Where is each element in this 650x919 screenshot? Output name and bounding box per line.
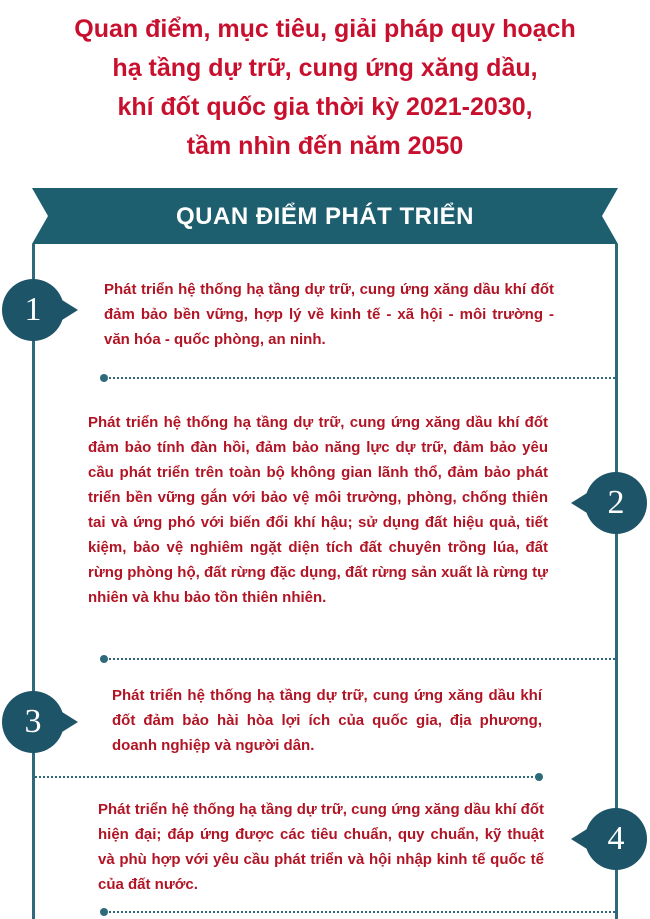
- item-badge-1: [2, 279, 64, 341]
- item-number: 4: [607, 820, 625, 857]
- section-banner: [32, 188, 618, 244]
- item-text-3: Phát triển hệ thống hạ tầng dự trữ, cung ứng xăng dầu khí đốt đảm bảo hài hòa lợi ích của quốc gia, địa phương, doanh nghiệp và người dân.: [112, 687, 542, 754]
- separator-dot: [100, 374, 108, 382]
- item-number: 2: [607, 484, 625, 521]
- item-text-4: Phát triển hệ thống hạ tầng dự trữ, cung ứng xăng dầu khí đốt hiện đại; đáp ứng được các tiêu chuẩn, quy chuẩn, kỹ thuật và phù hợp với yêu cầu phát triển và hội nhập kinh tế quốc tế của đất nước.: [98, 801, 544, 893]
- banner-label: QUAN ĐIỂM PHÁT TRIỂN: [176, 203, 474, 230]
- item-number: 3: [24, 703, 42, 740]
- banner-notch-left: [32, 188, 48, 244]
- page-title: [0, 10, 650, 166]
- title-line-4: tầm nhìn đến năm 2050: [186, 132, 464, 160]
- separator-3: [35, 776, 541, 778]
- title-line-3: khí đốt quốc gia thời kỳ 2021-2030,: [117, 93, 533, 121]
- banner-notch-right: [602, 188, 618, 244]
- item-text-2: Phát triển hệ thống hạ tầng dự trữ, cung ứng xăng dầu khí đốt đảm bảo tính đàn hồi, đảm bảo năng lực dự trữ, đảm bảo yêu cầu phát triển trên toàn bộ không gian lãnh thổ, đảm bảo phát triển bền vững gắn với bảo vệ môi trường, phòng, chống thiên tai và ứng phó với biến đổi khí hậu; sử dụng đất hiệu quả, tiết kiệm, bảo vệ nghiêm ngặt diện tích đất chuyên trồng lúa, đất rừng phòng hộ, đất rừng đặc dụng, đất rừng sản xuất là rừng tự nhiên và khu bảo tồn thiên nhiên.: [88, 414, 548, 606]
- separator-4: [104, 911, 615, 913]
- item-number: 1: [24, 291, 42, 328]
- item-badge-2: [585, 472, 647, 534]
- separator-2: [104, 658, 615, 660]
- title-line-1: Quan điểm, mục tiêu, giải pháp quy hoạch: [74, 15, 576, 43]
- separator-1: [104, 377, 615, 379]
- item-badge-3: [2, 691, 64, 753]
- separator-dot: [100, 655, 108, 663]
- separator-dot: [535, 773, 543, 781]
- separator-dot: [100, 908, 108, 916]
- title-line-2: hạ tầng dự trữ, cung ứng xăng dầu,: [112, 54, 538, 82]
- item-badge-4: [585, 808, 647, 870]
- item-text-1: Phát triển hệ thống hạ tầng dự trữ, cung ứng xăng dầu khí đốt đảm bảo bền vững, hợp lý về kinh tế - xã hội - môi trường - văn hóa - quốc phòng, an ninh.: [104, 281, 554, 348]
